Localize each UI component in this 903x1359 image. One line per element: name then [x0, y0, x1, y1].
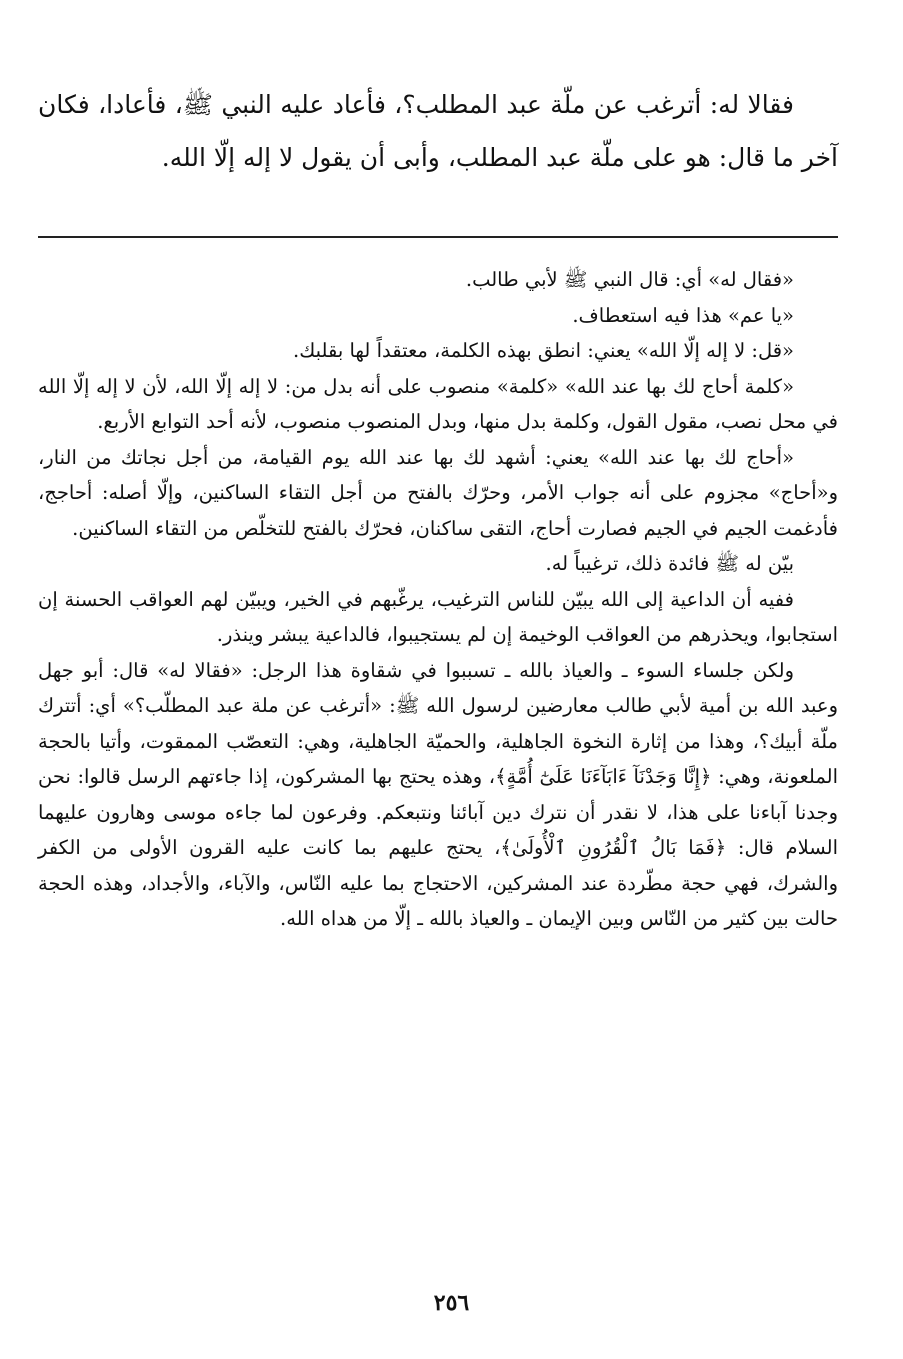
footnote-divider — [38, 236, 838, 238]
commentary-paragraph-8: ولكن جلساء السوء ـ والعياذ بالله ـ تسببوا في شقاوة هذا الرجل: «فقالا له» قال: أبو جهل وعبد الله بن أمية لأبي طالب معارضين لرسول الله ﷺ: «أترغب عن ملة عبد المطلّب؟» أي: أتترك ملّة أبيك؟، وهذا من إثارة النخوة الجاهلية، والحميّة الجاهلية، وهي: التعصّب الممقوت، وأتيا بالحجة الملعونة، وهي: ﴿إِنَّا وَجَدْنَآ ءَابَآءَنَا عَلَىٰٓ أُمَّةٍ﴾، وهذه يحتج بها المشركون، إذا جاءتهم الرسل قالوا: نحن وجدنا آباءنا على هذا، لا نقدر أن نترك دين آبائنا ونتبعكم. وفرعون لما جاءه موسى وهارون عليهما السلام قال: ﴿فَمَا بَالُ ٱلْقُرُونِ ٱلْأُولَىٰ﴾، يحتج عليهم بما كانت عليه القرون الأولى من الكفر والشرك، فهي حجة مطّردة عند المشركين، الاحتجاج بما عليه النّاس، والآباء، والأجداد، وهذه الحجة حالت بين كثير من النّاس وبين الإيمان ـ والعياذ بالله ـ إلّا من هداه الله. — [38, 658, 838, 930]
commentary-paragraph-6: بيّن له ﷺ فائدة ذلك، ترغيباً له. — [545, 552, 794, 575]
commentary-paragraph-5: «أحاج لك بها عند الله» يعني: أشهد لك بها عند الله يوم القيامة، من أجل نجاتك من النار، و«أحاج» مجزوم على أنه جواب الأمر، وحرّك بالفتح من أجل التقاء الساكنين، وإلّا أصله: أحاجج، فأدغمت الجيم في الجيم فصارت أحاج، التقى ساكنان، فحرّك بالفتح للتخلّص من التقاء الساكنين. — [38, 445, 838, 540]
commentary-paragraph-4: «كلمة أحاج لك بها عند الله» «كلمة» منصوب على أنه بدل من: لا إله إلّا الله، لأن لا إله إلّا الله في محل نصب، مقول القول، وكلمة بدل منها، وبدل المنصوب منصوب، لأنه أحد التوابع الأربع. — [38, 374, 838, 433]
main-paragraph: فقالا له: أترغب عن ملّة عبد المطلب؟، فأعاد عليه النبي ﷺ، فأعادا، فكان آخر ما قال: هو على ملّة عبد المطلب، وأبى أن يقول لا إله إلّا الله. — [38, 90, 838, 172]
main-text — [38, 78, 838, 184]
commentary-paragraph-1: «فقال له» أي: قال النبي ﷺ لأبي طالب. — [465, 268, 794, 291]
commentary-paragraph-7: ففيه أن الداعية إلى الله يبيّن للناس الترغيب، يرغّبهم في الخير، ويبيّن لهم العواقب الحسنة إن استجابوا، ويحذرهم من العواقب الوخيمة إن لم يستجيبوا، فالداعية يبشر وينذر. — [38, 587, 838, 646]
page-number: ٢٥٦ — [433, 1290, 470, 1316]
commentary-paragraph-2: «يا عم» هذا فيه استعطاف. — [572, 303, 794, 327]
commentary-section — [38, 262, 838, 937]
commentary-paragraph-3: «قل: لا إله إلّا الله» يعني: انطق بهذه الكلمة، معتقداً لها بقلبك. — [293, 339, 794, 362]
